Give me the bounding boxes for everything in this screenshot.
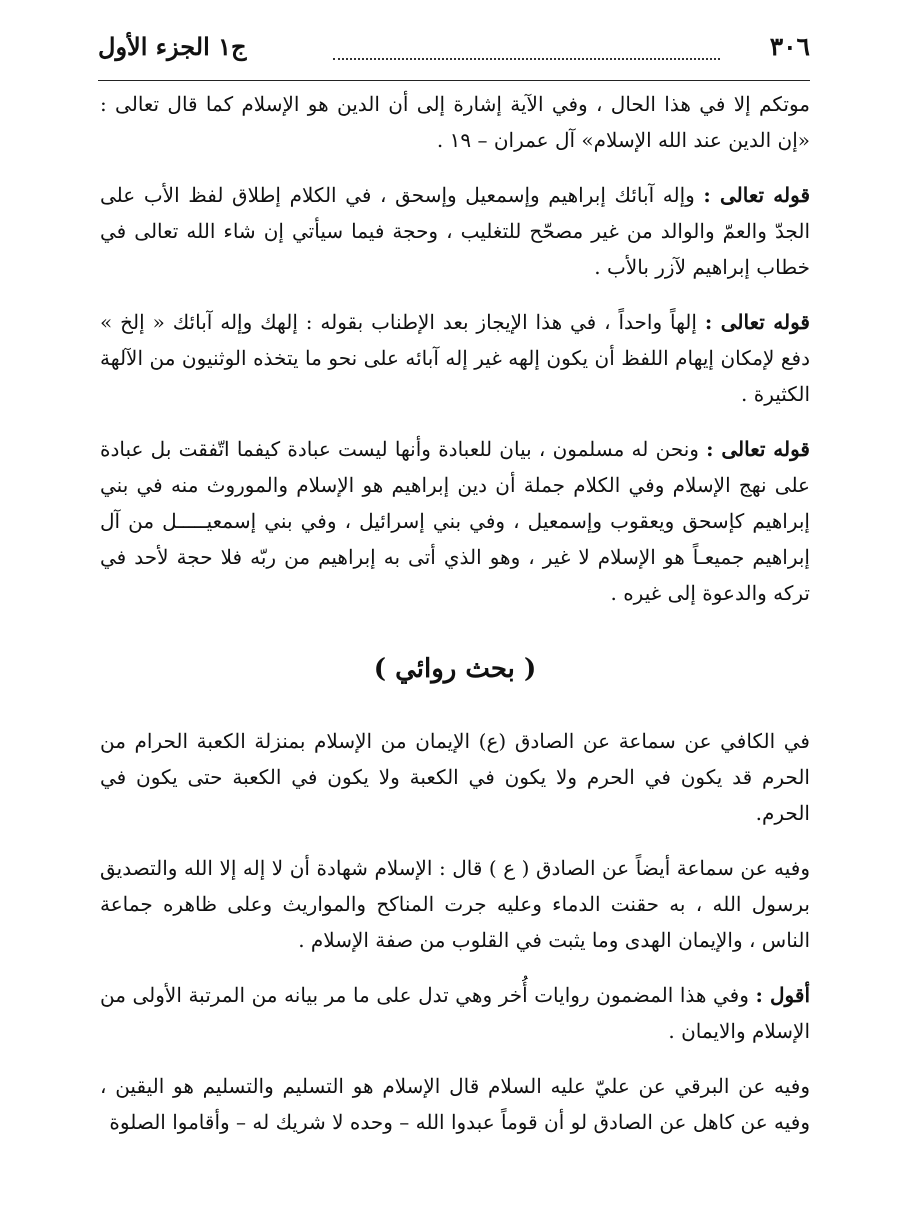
narration-text: وفيه عن سماعة أيضاً عن الصادق ( ع ) قال : الإسلام شهادة أن لا إله إلا الله والتصديق برسول الله ، به حقنت الدماء وعليه جرت المناكح والمواريث وعلى ظاهره جماعة الناس ، والإيمان الهدى وما يثبت في القلوب من صفة الإسلام . [100,856,810,952]
page-number: ٣٠٦ [769,32,810,61]
narration [100,850,810,958]
running-head: ج١ الجزء الأول [98,32,247,61]
paragraph-text: ونحن له مسلمون ، بيان للعبادة وأنها ليست عبادة كيفما اتّفقت بل عبادة على نهج الإسلام وفي الكلام جملة أن دين إبراهيم هو الإسلام والموروث منه في بني إبراهيم كإسحق ويعقوب وإسمعيل ، وفي بني إسرائيل ، وفي بني إسمعيـــــل من آل إبراهيم جميعـاً هو الإسلام لا غير ، وهو الذي أتى به إبراهيم من ربّه فلا حجة لأحد في تركه والدعوة إلى غيره . [100,437,810,605]
paragraph [100,177,810,285]
paragraph [100,86,810,158]
paragraph [100,431,810,611]
narration [100,723,810,831]
paragraph-text: موتكم إلا في هذا الحال ، وفي الآية إشارة إلى أن الدين هو الإسلام كما قال تعالى : «إن الدين عند الله الإسلام» آل عمران – ١٩ . [100,92,810,152]
paragraph-lead: قوله تعالى : [704,310,810,334]
paragraph-lead: قوله تعالى : [703,183,811,207]
narration [100,977,810,1049]
narration-text: وفي هذا المضمون روايات أُخر وهي تدل على ما مر بيانه من المرتبة الأولى من الإسلام والايمان . [100,983,810,1043]
paragraph-text: إلهاً واحداً ، في هذا الإيجاز بعد الإطناب بقوله : إلهك وإله آبائك « إلخ » دفع لإمكان إيهام اللفظ أن يكون إلهه غير إله آبائه على نحو ما يتخذه الوثنيون من الآلهة الكثيرة . [100,310,810,406]
paragraph [100,304,810,412]
narration-text: في الكافي عن سماعة عن الصادق (ع) الإيمان من الإسلام بمنزلة الكعبة الحرام من الحرم قد يكون في الحرم ولا يكون في الكعبة ولا يكون في الكعبة حتى يكون في الحرم. [100,729,810,825]
header-dotted-leader [333,58,720,60]
header-rule [98,80,810,81]
body-text [100,86,810,1159]
narration [100,1068,810,1140]
paragraph-lead: قوله تعالى : [706,437,810,461]
narration-text: وفيه عن البرقي عن عليّ عليه السلام قال الإسلام هو التسليم والتسليم هو اليقين ، وفيه عن كاهل عن الصادق لو أن قوماً عبدوا الله – وحده لا شريك له – وأقاموا الصلوة [100,1074,810,1134]
page-header [98,30,810,74]
paragraph-text: وإله آبائك إبراهيم وإسمعيل وإسحق ، في الكلام إطلاق لفظ الأب على الجدّ والعمّ والوالد من غير مصحّح للتغليب ، وحجة فيما سيأتي إن شاء الله تعالى في خطاب إبراهيم لآزر بالأب . [100,183,810,279]
narration-lead: أقول : [755,983,811,1007]
section-heading: ( بحث روائي ) [373,654,537,684]
